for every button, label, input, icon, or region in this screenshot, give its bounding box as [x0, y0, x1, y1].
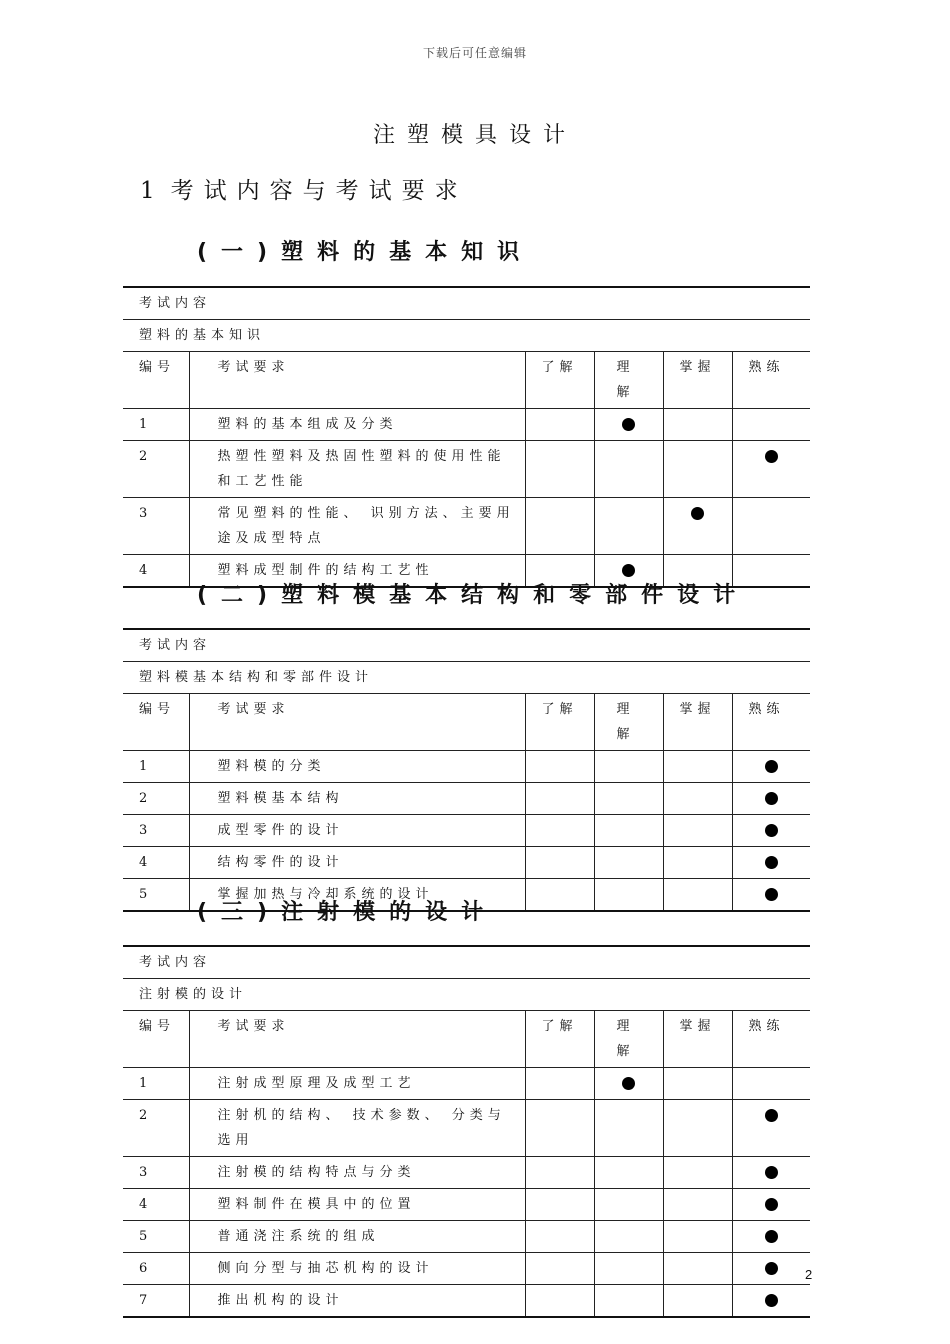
row-requirement: 成型零件的设计	[189, 815, 525, 847]
level-cell-proficient	[732, 1068, 810, 1100]
level-cell-proficient	[732, 1100, 810, 1157]
level-cell-master	[663, 441, 732, 498]
row-number: 2	[123, 783, 189, 815]
row-requirement: 塑料制件在模具中的位置	[189, 1189, 525, 1221]
content-label: 考试内容	[123, 287, 810, 320]
level-cell-comprehend	[594, 441, 663, 498]
row-requirement: 常见塑料的性能、 识别方法、主要用途及成型特点	[189, 498, 525, 555]
filled-dot-icon	[622, 418, 635, 431]
content-label-row	[123, 946, 810, 979]
level-cell-master	[663, 879, 732, 912]
header-num: 编号	[123, 1011, 189, 1068]
level-cell-understand	[525, 1253, 594, 1285]
level-cell-proficient	[732, 1157, 810, 1189]
level-cell-proficient	[732, 441, 810, 498]
subject-row	[123, 320, 810, 352]
row-number: 2	[123, 1100, 189, 1157]
level-cell-understand	[525, 815, 594, 847]
level-cell-master	[663, 1285, 732, 1318]
row-number: 7	[123, 1285, 189, 1318]
table-row	[123, 783, 810, 815]
level-cell-master	[663, 1189, 732, 1221]
header-master: 掌握	[663, 1011, 732, 1068]
table-row	[123, 1068, 810, 1100]
subject-label: 塑料的基本知识	[123, 320, 810, 352]
table-row	[123, 441, 810, 498]
level-cell-comprehend	[594, 815, 663, 847]
header-understand: 了解	[525, 694, 594, 751]
row-requirement: 注射成型原理及成型工艺	[189, 1068, 525, 1100]
header-master: 掌握	[663, 352, 732, 409]
table-row	[123, 498, 810, 555]
filled-dot-icon	[765, 1109, 778, 1122]
level-cell-master	[663, 1100, 732, 1157]
level-cell-comprehend	[594, 1189, 663, 1221]
header-proficient: 熟练	[732, 352, 810, 409]
level-cell-understand	[525, 879, 594, 912]
header-comprehend: 理解	[594, 352, 663, 409]
level-cell-proficient	[732, 1221, 810, 1253]
level-cell-master	[663, 409, 732, 441]
header-requirement: 考试要求	[189, 1011, 525, 1068]
filled-dot-icon	[765, 1294, 778, 1307]
level-cell-understand	[525, 1068, 594, 1100]
header-num: 编号	[123, 352, 189, 409]
level-cell-comprehend	[594, 751, 663, 783]
section-title: (三)注射模的设计	[197, 900, 498, 925]
filled-dot-icon	[765, 450, 778, 463]
table-row	[123, 1253, 810, 1285]
level-cell-understand	[525, 1221, 594, 1253]
level-cell-understand	[525, 441, 594, 498]
level-cell-understand	[525, 847, 594, 879]
level-cell-master	[663, 1157, 732, 1189]
content-label: 考试内容	[123, 946, 810, 979]
filled-dot-icon	[765, 1198, 778, 1211]
section-title: (一)塑料的基本知识	[197, 240, 534, 265]
header-row	[123, 1011, 810, 1068]
requirements-table	[123, 628, 810, 912]
header-proficient: 熟练	[732, 694, 810, 751]
filled-dot-icon	[765, 888, 778, 901]
row-requirement: 热塑性塑料及热固性塑料的使用性能和工艺性能	[189, 441, 525, 498]
filled-dot-icon	[765, 1262, 778, 1275]
document-title: 注塑模具设计	[372, 123, 577, 148]
level-cell-master	[663, 498, 732, 555]
level-cell-proficient	[732, 783, 810, 815]
filled-dot-icon	[765, 824, 778, 837]
row-number: 1	[123, 751, 189, 783]
level-cell-proficient	[732, 815, 810, 847]
table-row	[123, 1100, 810, 1157]
level-cell-understand	[525, 1157, 594, 1189]
level-cell-comprehend	[594, 1285, 663, 1318]
header-understand: 了解	[525, 352, 594, 409]
filled-dot-icon	[765, 760, 778, 773]
row-number: 4	[123, 555, 189, 588]
header-requirement: 考试要求	[189, 694, 525, 751]
row-number: 1	[123, 409, 189, 441]
level-cell-proficient	[732, 1189, 810, 1221]
section-title: (二)塑料模基本结构和零部件设计	[197, 583, 750, 608]
row-requirement: 普通浇注系统的组成	[189, 1221, 525, 1253]
table-row	[123, 1221, 810, 1253]
level-cell-comprehend	[594, 847, 663, 879]
header-comprehend: 理解	[594, 694, 663, 751]
chapter-title-text: 考试内容与考试要求	[170, 178, 468, 204]
row-number: 4	[123, 847, 189, 879]
row-requirement: 塑料的基本组成及分类	[189, 409, 525, 441]
table-row	[123, 409, 810, 441]
level-cell-master	[663, 783, 732, 815]
chapter-number: 1	[140, 178, 155, 204]
level-cell-comprehend	[594, 783, 663, 815]
row-number: 3	[123, 498, 189, 555]
level-cell-proficient	[732, 498, 810, 555]
level-cell-master	[663, 1221, 732, 1253]
level-cell-understand	[525, 1100, 594, 1157]
level-cell-understand	[525, 409, 594, 441]
row-number: 3	[123, 815, 189, 847]
filled-dot-icon	[765, 1166, 778, 1179]
level-cell-comprehend	[594, 1157, 663, 1189]
level-cell-comprehend	[594, 1068, 663, 1100]
requirements-table	[123, 286, 810, 588]
level-cell-comprehend	[594, 1221, 663, 1253]
table-row	[123, 847, 810, 879]
requirements-table	[123, 945, 813, 1318]
subject-row	[123, 662, 810, 694]
row-requirement: 注射机的结构、 技术参数、 分类与选用	[189, 1100, 525, 1157]
filled-dot-icon	[765, 792, 778, 805]
filled-dot-icon	[765, 1230, 778, 1243]
header-requirement: 考试要求	[189, 352, 525, 409]
row-number: 4	[123, 1189, 189, 1221]
level-cell-comprehend	[594, 1100, 663, 1157]
row-requirement: 推出机构的设计	[189, 1285, 525, 1318]
level-cell-master	[663, 815, 732, 847]
header-master: 掌握	[663, 694, 732, 751]
level-cell-comprehend	[594, 409, 663, 441]
chapter-title	[140, 172, 468, 205]
level-cell-master	[663, 847, 732, 879]
level-cell-proficient	[732, 409, 810, 441]
header-proficient: 熟练	[732, 1011, 810, 1068]
subject-label: 注射模的设计	[123, 979, 810, 1011]
row-number: 5	[123, 879, 189, 912]
header-understand: 了解	[525, 1011, 594, 1068]
level-cell-master	[663, 1253, 732, 1285]
row-number: 2	[123, 441, 189, 498]
row-requirement: 侧向分型与抽芯机构的设计	[189, 1253, 525, 1285]
filled-dot-icon	[691, 507, 704, 520]
row-requirement: 塑料模的分类	[189, 751, 525, 783]
level-cell-proficient	[732, 751, 810, 783]
page-number: 2	[805, 1267, 813, 1282]
level-cell-proficient	[732, 1285, 810, 1318]
filled-dot-icon	[622, 564, 635, 577]
level-cell-comprehend	[594, 1253, 663, 1285]
row-number: 1	[123, 1068, 189, 1100]
table-row	[123, 751, 810, 783]
level-cell-proficient	[732, 879, 810, 912]
row-requirement: 塑料模基本结构	[189, 783, 525, 815]
level-cell-proficient	[732, 1253, 813, 1285]
level-cell-master	[663, 1068, 732, 1100]
table-row	[123, 1285, 810, 1318]
row-number: 3	[123, 1157, 189, 1189]
header-comprehend: 理解	[594, 1011, 663, 1068]
filled-dot-icon	[622, 1077, 635, 1090]
row-requirement: 掌握加热与冷却系统的设计	[189, 879, 525, 912]
row-number: 5	[123, 1221, 189, 1253]
header-note: 下载后可任意编辑	[422, 46, 527, 60]
subject-row	[123, 979, 810, 1011]
level-cell-comprehend	[594, 498, 663, 555]
content-label-row	[123, 629, 810, 662]
content-label: 考试内容	[123, 629, 810, 662]
filled-dot-icon	[765, 856, 778, 869]
level-cell-proficient	[732, 847, 810, 879]
table-row	[123, 1157, 810, 1189]
row-requirement: 结构零件的设计	[189, 847, 525, 879]
header-row	[123, 352, 810, 409]
level-cell-understand	[525, 1285, 594, 1318]
header-row	[123, 694, 810, 751]
level-cell-understand	[525, 783, 594, 815]
table-row	[123, 1189, 810, 1221]
row-number: 6	[123, 1253, 189, 1285]
level-cell-understand	[525, 498, 594, 555]
table-row	[123, 815, 810, 847]
level-cell-understand	[525, 1189, 594, 1221]
subject-label: 塑料模基本结构和零部件设计	[123, 662, 810, 694]
row-requirement: 注射模的结构特点与分类	[189, 1157, 525, 1189]
content-label-row	[123, 287, 810, 320]
level-cell-master	[663, 751, 732, 783]
level-cell-understand	[525, 751, 594, 783]
level-cell-comprehend	[594, 879, 663, 912]
header-num: 编号	[123, 694, 189, 751]
row-requirement: 塑料成型制件的结构工艺性	[189, 555, 525, 588]
